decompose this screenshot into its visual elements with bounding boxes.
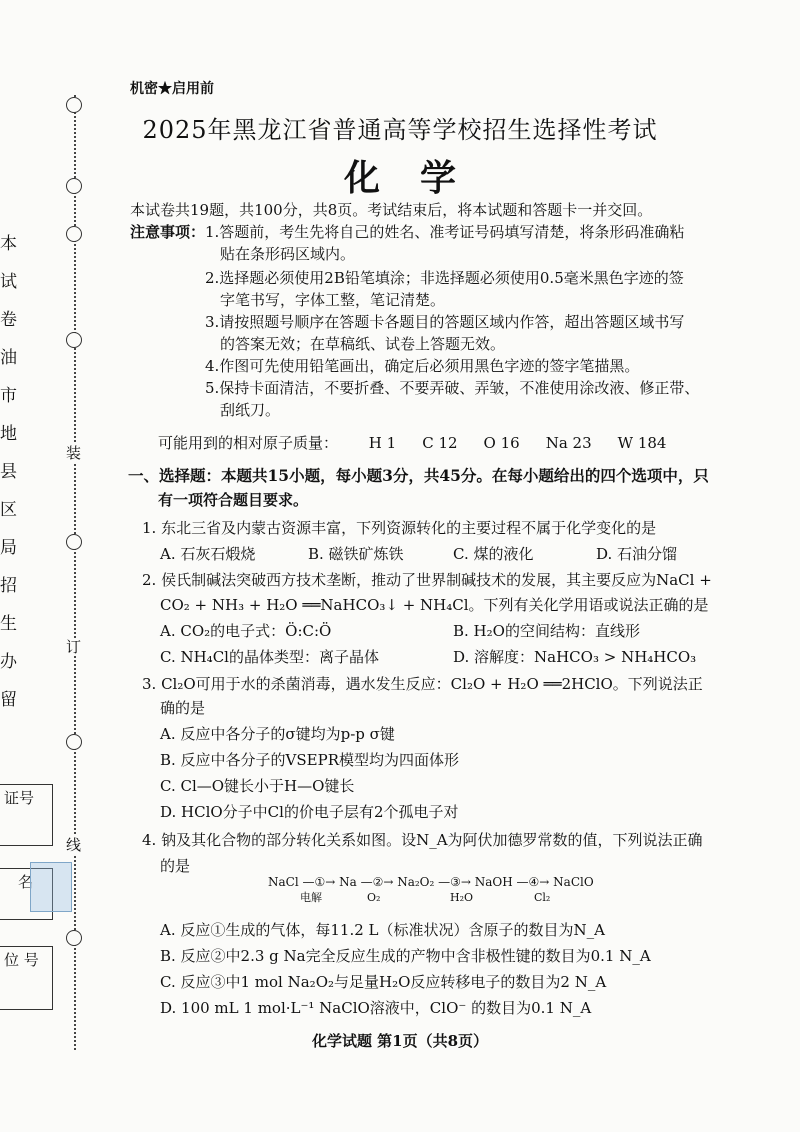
intro-text: 本试卷共19题，共100分，共8页。考试结束后，将本试题和答题卡一并交回。 (130, 201, 653, 219)
question-3-stem-cont: 确的是 (160, 699, 206, 717)
q2-option-d: D. 溶解度：NaHCO₃ > NH₄HCO₃ (453, 648, 697, 666)
q3-option-a: A. 反应中各分子的σ键均为p-p σ键 (160, 725, 395, 743)
chain-condition-1: 电解 (300, 891, 322, 904)
question-2-stem: 2. 侯氏制碱法突破西方技术垄断，推动了世界制碱技术的发展，其主要反应为NaCl + (142, 571, 712, 589)
note-line: 的答案无效；在草稿纸、试卷上答题无效。 (220, 335, 506, 353)
page-footer: 化学试题 第1页（共8页） (311, 1032, 489, 1050)
q4-option-c: C. 反应③中1 mol Na₂O₂与足量H₂O反应转移电子的数目为2 N_A (160, 973, 607, 991)
chain-condition-3: H₂O (450, 891, 474, 904)
q1-option-a: A. 石灰石煅烧 (160, 545, 256, 563)
question-1-stem: 1. 东北三省及内蒙古资源丰富，下列资源转化的主要过程不属于化学变化的是 (142, 519, 657, 537)
exam-title: 2025年黑龙江省普通高等学校招生选择性考试 (142, 116, 658, 144)
note-line: 字笔书写，字体工整，笔记清楚。 (220, 291, 446, 309)
chain-condition-4: Cl₂ (534, 891, 551, 904)
note-line: 3.请按照题号顺序在答题卡各题目的答题区域内作答，超出答题区域书写 (205, 313, 685, 331)
note-line: 刮纸刀。 (220, 401, 281, 419)
question-4-stem-cont: 的是 (160, 857, 191, 875)
q2-option-b: B. H₂O的空间结构：直线形 (453, 622, 640, 640)
name-box[interactable]: 名 (0, 868, 53, 920)
binding-label-zhuang: 装 (66, 444, 82, 462)
section-title-cont: 有一项符合题目要求。 (158, 491, 309, 509)
q3-option-c: C. Cl—O键长小于H—O键长 (160, 777, 355, 795)
binding-hole-7 (66, 930, 82, 946)
note-line: 5.保持卡面清洁，不要折叠、不要弄破、弄皱，不准使用涂改液、修正带、 (205, 379, 700, 397)
binding-hole-5 (66, 534, 82, 550)
note-line: 2.选择题必须使用2B铅笔填涂；非选择题必须使用0.5毫米黑色字迹的签 (205, 269, 684, 287)
notes-label: 注意事项： (130, 223, 206, 241)
binding-label-xian: 线 (66, 836, 82, 854)
subject-title: 化学 (343, 157, 496, 199)
q3-option-d: D. HClO分子中Cl的价电子层有2个孤电子对 (160, 803, 459, 821)
binding-label-ding: 订 (66, 638, 82, 656)
q2-option-c: C. NH₄Cl的晶体类型：离子晶体 (160, 648, 379, 666)
question-3-stem: 3. Cl₂O可用于水的杀菌消毒，遇水发生反应：Cl₂O + H₂O ══2HClO。下列说法正 (142, 675, 703, 693)
note-line: 贴在条形码区域内。 (220, 245, 356, 263)
q2-option-a: A. CO₂的电子式：Ö:C:Ö (160, 622, 332, 640)
question-4-stem: 4. 钠及其化合物的部分转化关系如图。设N_A为阿伏加德罗常数的值，下列说法正确 (142, 831, 703, 849)
note-line: 4.作图可先使用铅笔画出，确定后必须用黑色字迹的签字笔描黑。 (205, 357, 640, 375)
blue-stamp (30, 862, 72, 912)
reaction-chain: NaCl —①→ Na —②→ Na₂O₂ —③→ NaOH —④→ NaClO (268, 875, 594, 889)
q3-option-b: B. 反应中各分子的VSEPR模型均为四面体形 (160, 751, 460, 769)
q1-option-c: C. 煤的液化 (453, 545, 534, 563)
chain-condition-2: O₂ (367, 891, 381, 904)
q4-option-b: B. 反应②中2.3 g Na完全反应生成的产物中含非极性键的数目为0.1 N_A (160, 947, 651, 965)
side-retention-text: 本 试 卷 油 市 地 县 区 局 招 生 办 留 (0, 234, 17, 710)
section-title: 一、选择题：本题共15小题，每小题3分，共45分。在每小题给出的四个选项中，只 (128, 466, 709, 485)
binding-hole-4 (66, 332, 82, 348)
seat-number-box[interactable]: 位 号 (0, 946, 53, 1010)
question-2-stem-cont: CO₂ + NH₃ + H₂O ══NaHCO₃↓ + NH₄Cl。下列有关化学用语或说法正确的是 (160, 596, 709, 614)
q1-option-d: D. 石油分馏 (596, 545, 678, 563)
atomic-masses: 可能用到的相对原子质量： H 1 C 12 O 16 Na 23 W 184 (158, 434, 667, 452)
q4-option-d: D. 100 mL 1 mol·L⁻¹ NaClO溶液中，ClO⁻ 的数目为0.1 N_A (160, 999, 592, 1017)
note-line: 1.答题前，考生先将自己的姓名、准考证号码填写清楚，将条形码准确粘 (205, 223, 685, 241)
exam-number-box[interactable]: 证号 (0, 784, 53, 846)
q1-option-b: B. 磁铁矿炼铁 (308, 545, 404, 563)
confidential-mark: 机密★启用前 (130, 81, 214, 97)
q4-option-a: A. 反应①生成的气体，每11.2 L（标准状况）含原子的数目为N_A (160, 921, 605, 939)
binding-hole-6 (66, 734, 82, 750)
binding-hole-3 (66, 226, 82, 242)
